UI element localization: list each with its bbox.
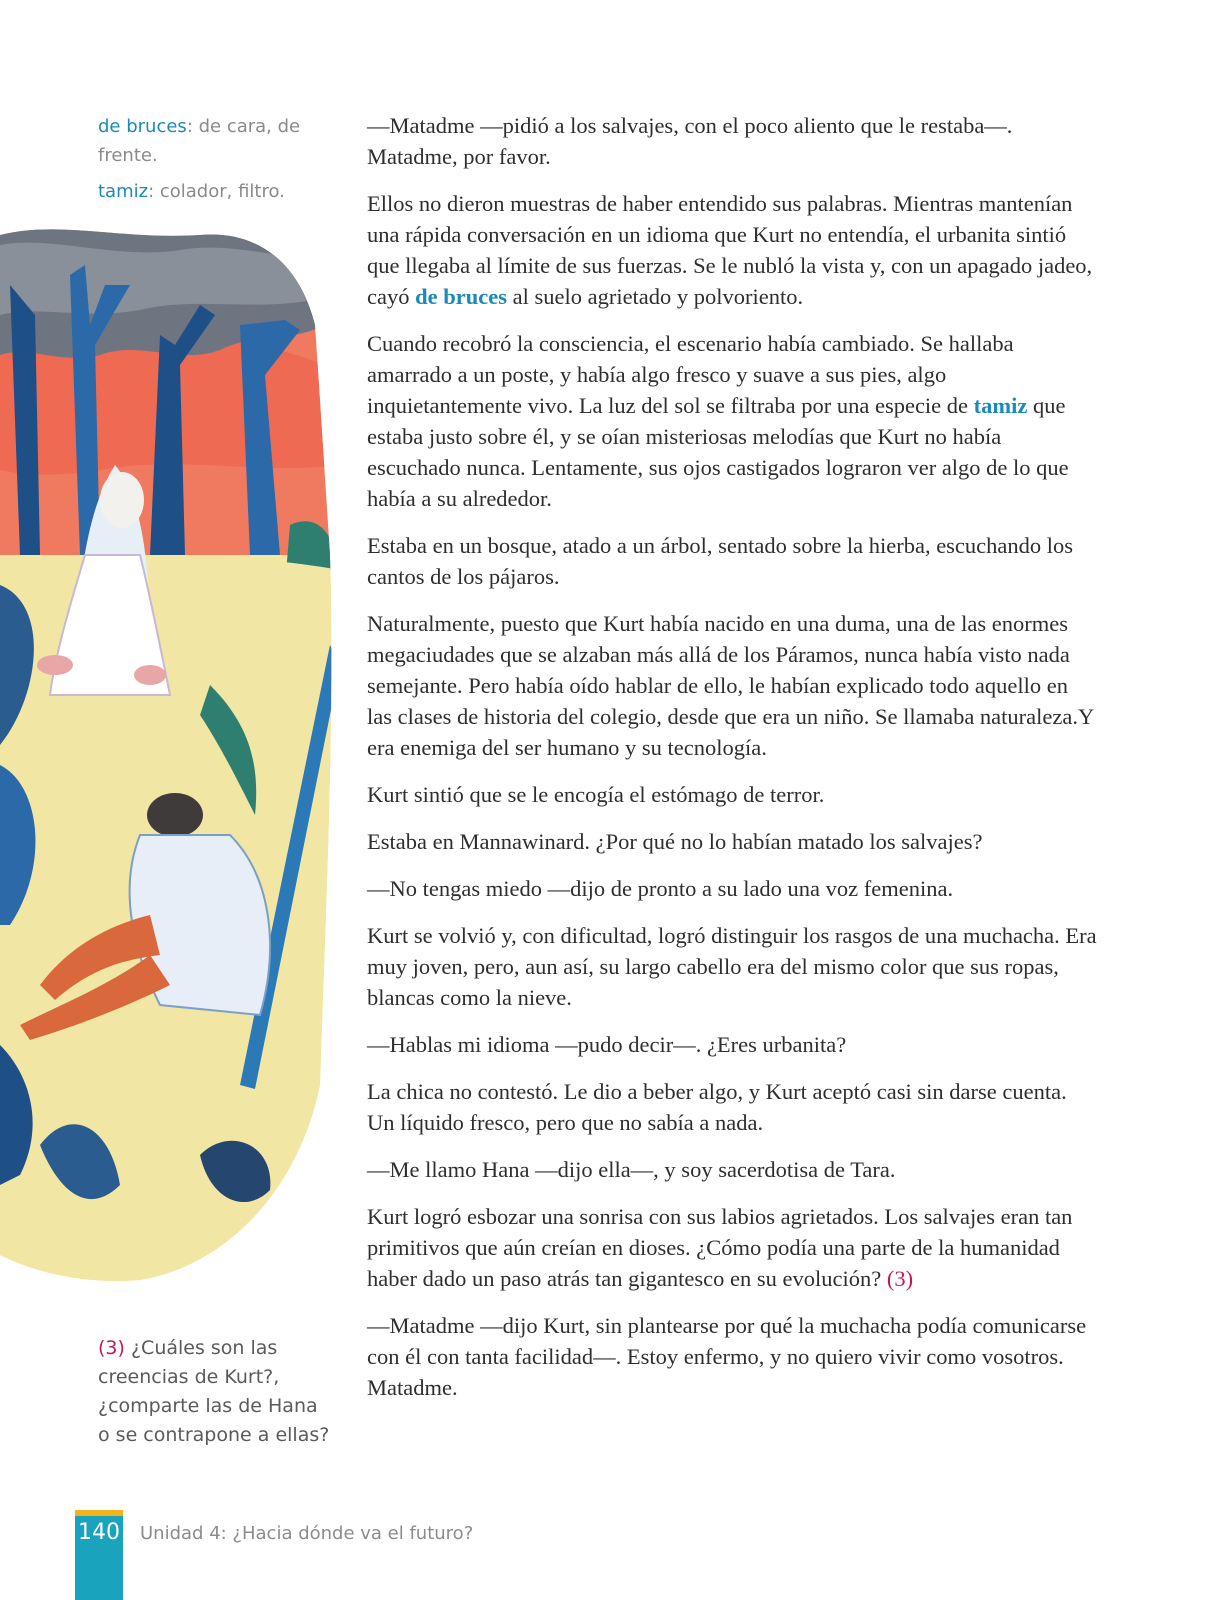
paragraph: —Matadme —pidió a los salvajes, con el poco aliento que le restaba—. Matadme, por favor. bbox=[367, 113, 1013, 169]
paragraph: —Hablas mi idioma —pudo decir—. ¿Eres urbanita? bbox=[367, 1032, 847, 1057]
paragraph: Kurt se volvió y, con dificultad, logró distinguir los rasgos de una muchacha. Era muy joven, pero, aun así, su largo cabello era del mismo color que sus ropas, blancas como la nieve. bbox=[367, 923, 1097, 1010]
paragraph bbox=[367, 188, 1097, 312]
question-text: ¿Cuáles son las creencias de Kurt?, ¿comparte las de Hana o se contrapone a ellas? bbox=[98, 1337, 330, 1446]
paragraph-text: Ellos no dieron muestras de haber entendido sus palabras. Mientras mantenían una rápida conversación en un idioma que Kurt no entendía, el urbanita sintió que llegaba al límite de sus fuerzas. Se le nubló la vista y, con un apagado jadeo, cayó bbox=[367, 191, 1093, 309]
paragraph bbox=[367, 1201, 1097, 1294]
paragraph: —Me llamo Hana —dijo ella—, y soy sacerdotisa de Tara. bbox=[367, 1157, 896, 1182]
story-illustration bbox=[0, 225, 340, 1285]
paragraph-text: Kurt logró esbozar una sonrisa con sus labios agrietados. Los salvajes eran tan primitivos que aún creían en dioses. ¿Cómo podía una parte de la humanidad haber dado un paso atrás tan gigantesco en su evolución? bbox=[367, 1204, 1073, 1291]
paragraph: Naturalmente, puesto que Kurt había nacido en una duma, una de las enormes megaciudades que se alzaban más allá de los Páramos, nunca había visto nada semejante. Pero había oído hablar de ello, le habían explicado todo aquello en las clases de historia del colegio, desde que era un niño. Se llamaba naturaleza.Y era enemiga del ser humano y su tecnología. bbox=[367, 611, 1094, 760]
paragraph: Estaba en Mannawinard. ¿Por qué no lo habían matado los salvajes? bbox=[367, 829, 983, 854]
paragraph: —Matadme —dijo Kurt, sin plantearse por qué la muchacha podía comunicarse con él con tanta facilidad—. Estoy enfermo, y no quiero vivir como vosotros. Matadme. bbox=[367, 1313, 1087, 1400]
paragraph: Kurt sintió que se le encogía el estómago de terror. bbox=[367, 782, 825, 807]
glossary-entry bbox=[98, 112, 318, 170]
glossary bbox=[98, 112, 318, 213]
paragraph bbox=[367, 328, 1097, 514]
glossary-entry bbox=[98, 177, 318, 206]
glossary-term: de bruces bbox=[98, 116, 187, 137]
paragraph-text: Cuando recobró la consciencia, el escenario había cambiado. Se hallaba amarrado a un poste, y había algo fresco y suave a sus pies, algo inquietantemente vivo. La luz del sol se filtraba por una especie de bbox=[367, 331, 1014, 418]
paragraph: La chica no contestó. Le dio a beber algo, y Kurt aceptó casi sin darse cuenta. Un líquido fresco, pero que no sabía a nada. bbox=[367, 1079, 1067, 1135]
paragraph: —No tengas miedo —dijo de pronto a su lado una voz femenina. bbox=[367, 876, 954, 901]
unit-title: Unidad 4: ¿Hacia dónde va el futuro? bbox=[140, 1523, 474, 1544]
reading-question bbox=[98, 1334, 333, 1450]
paragraph: Estaba en un bosque, atado a un árbol, sentado sobre la hierba, escuchando los cantos de los pájaros. bbox=[367, 533, 1074, 589]
glossary-term: tamiz bbox=[98, 181, 149, 202]
question-marker: (3) bbox=[98, 1337, 125, 1359]
glossary-highlight: de bruces bbox=[415, 284, 507, 309]
glossary-definition: : de cara, de frente. bbox=[98, 116, 301, 166]
page-tab-accent bbox=[75, 1510, 123, 1516]
question-marker: (3) bbox=[886, 1266, 914, 1291]
page-number: 140 bbox=[78, 1520, 120, 1545]
glossary-definition: : colador, filtro. bbox=[148, 181, 285, 202]
paragraph-text: al suelo agrietado y polvoriento. bbox=[506, 284, 804, 309]
paragraph-text: que estaba justo sobre él, y se oían misteriosas melodías que Kurt no había escuchado nunca. Lentamente, sus ojos castigados lograron ver algo de lo que había a su alrededor. bbox=[367, 393, 1069, 511]
story-text bbox=[367, 110, 1097, 1419]
glossary-highlight: tamiz bbox=[973, 393, 1028, 418]
